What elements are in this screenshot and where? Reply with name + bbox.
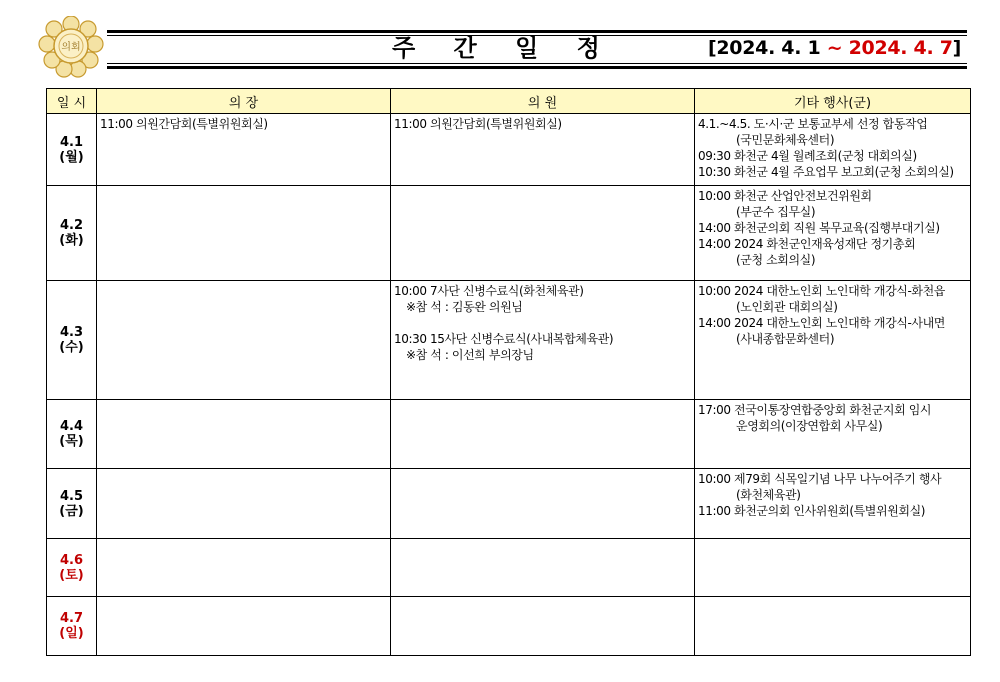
- svg-text:의회: 의회: [61, 42, 81, 53]
- header-members: 의 원: [391, 89, 695, 114]
- period-start: [2024. 4. 1: [708, 37, 821, 59]
- day-date: 4.4: [59, 419, 84, 434]
- day-weekday: (일): [59, 626, 84, 641]
- day-cell: [47, 400, 97, 469]
- chair-cell: [97, 597, 391, 656]
- event-line: 14:00 2024 대한노인회 노인대학 개강식-사내면: [698, 316, 945, 330]
- attendee-line: ※참 석 : 김동완 의원님: [406, 300, 523, 314]
- members-cell: [391, 281, 695, 400]
- day-date: 4.6: [59, 552, 84, 568]
- header-chair: 의 장: [97, 89, 391, 114]
- event-line: 14:00 화천군의회 직원 복무교육(집행부대기실): [698, 221, 940, 235]
- event-line: 10:30 15사단 신병수료식(사내복합체육관): [394, 332, 614, 346]
- other-cell: [695, 281, 971, 400]
- period-close: ]: [952, 37, 962, 59]
- event-line: 10:00 제79회 식목일기념 나무 나누어주기 행사: [698, 472, 942, 486]
- day-date: 4.5: [59, 488, 84, 504]
- other-cell: [695, 469, 971, 539]
- event-line: 17:00 전국이통장연합중앙회 화천군지회 임시: [698, 403, 932, 417]
- weekly-schedule-table: [46, 88, 971, 656]
- day-cell: [47, 469, 97, 539]
- day-cell: [47, 186, 97, 281]
- table-row: [47, 114, 971, 186]
- day-date: 4.1: [59, 134, 84, 150]
- event-line: 4.1.~4.5. 도·시·군 보통교부세 선정 합동작업: [698, 117, 928, 131]
- event-line: 10:00 2024 대한노인회 노인대학 개강식-화천읍: [698, 284, 945, 298]
- other-cell: [695, 400, 971, 469]
- event-line: (군청 소회의실): [736, 253, 816, 267]
- header-other: 기타 행사(군): [695, 89, 971, 114]
- day-weekday: (월): [59, 149, 84, 165]
- event-line: (부군수 집무실): [736, 205, 816, 219]
- period-end: 2024. 4. 7: [848, 37, 953, 59]
- chair-cell: [97, 114, 391, 186]
- members-cell: [391, 400, 695, 469]
- day-weekday: (수): [59, 340, 84, 355]
- members-cell: [391, 469, 695, 539]
- title-rule-bottom-thin: [107, 63, 967, 64]
- page-title: 주 간 일 정: [392, 33, 615, 62]
- members-cell: [391, 186, 695, 281]
- day-weekday: (목): [59, 434, 84, 449]
- day-weekday: (금): [59, 503, 84, 519]
- members-cell: [391, 597, 695, 656]
- day-cell: [47, 539, 97, 597]
- chair-cell: [97, 400, 391, 469]
- council-emblem-icon: [38, 16, 104, 78]
- event-line: (화천체육관): [736, 488, 801, 502]
- table-row: [47, 597, 971, 656]
- chair-cell: [97, 469, 391, 539]
- table-row: [47, 281, 971, 400]
- chair-cell: [97, 186, 391, 281]
- chair-cell: [97, 539, 391, 597]
- day-weekday: (토): [59, 567, 84, 583]
- event-line: 10:00 화천군 산업안전보건위원회: [698, 189, 872, 203]
- table-row: [47, 186, 971, 281]
- other-cell: [695, 186, 971, 281]
- day-cell: [47, 597, 97, 656]
- event-line: 10:00 7사단 신병수료식(화천체육관): [394, 284, 584, 298]
- event-line: (국민문화체육센터): [736, 133, 835, 147]
- header-date: 일 시: [47, 89, 97, 114]
- event-line: 11:00 의원간담회(특별위원회실): [394, 117, 562, 131]
- event-line: 11:00 화천군의회 인사위원회(특별위원회실): [698, 504, 926, 518]
- event-line: 11:00 의원간담회(특별위원회실): [100, 117, 268, 131]
- event-line: (사내종합문화센터): [736, 332, 835, 346]
- members-cell: [391, 539, 695, 597]
- other-cell: [695, 539, 971, 597]
- other-cell: [695, 597, 971, 656]
- table-row: [47, 539, 971, 597]
- event-line: 10:30 화천군 4월 주요업무 보고회(군청 소회의실): [698, 165, 954, 179]
- day-date: 4.3: [59, 325, 84, 340]
- event-line: (노인회관 대회의실): [736, 300, 838, 314]
- day-date: 4.2: [59, 218, 84, 233]
- day-weekday: (화): [59, 233, 84, 248]
- event-line: 14:00 2024 화천군인재육성재단 정기총회: [698, 237, 916, 251]
- table-row: [47, 469, 971, 539]
- table-row: [47, 400, 971, 469]
- day-cell: [47, 281, 97, 400]
- table-header-row: [47, 89, 971, 114]
- event-line: 운영회의(이장연합회 사무실): [736, 419, 883, 433]
- members-cell: [391, 114, 695, 186]
- day-cell: [47, 114, 97, 186]
- period-tilde: ~: [820, 37, 849, 59]
- other-cell: [695, 114, 971, 186]
- event-line: 09:30 화천군 4월 월례조회(군청 대회의실): [698, 149, 917, 163]
- attendee-line: ※참 석 : 이선희 부의장님: [406, 348, 534, 362]
- spacer: [394, 315, 692, 331]
- title-rule-bottom-thick: [107, 66, 967, 69]
- day-date: 4.7: [59, 611, 84, 626]
- chair-cell: [97, 281, 391, 400]
- period-range: [708, 35, 961, 61]
